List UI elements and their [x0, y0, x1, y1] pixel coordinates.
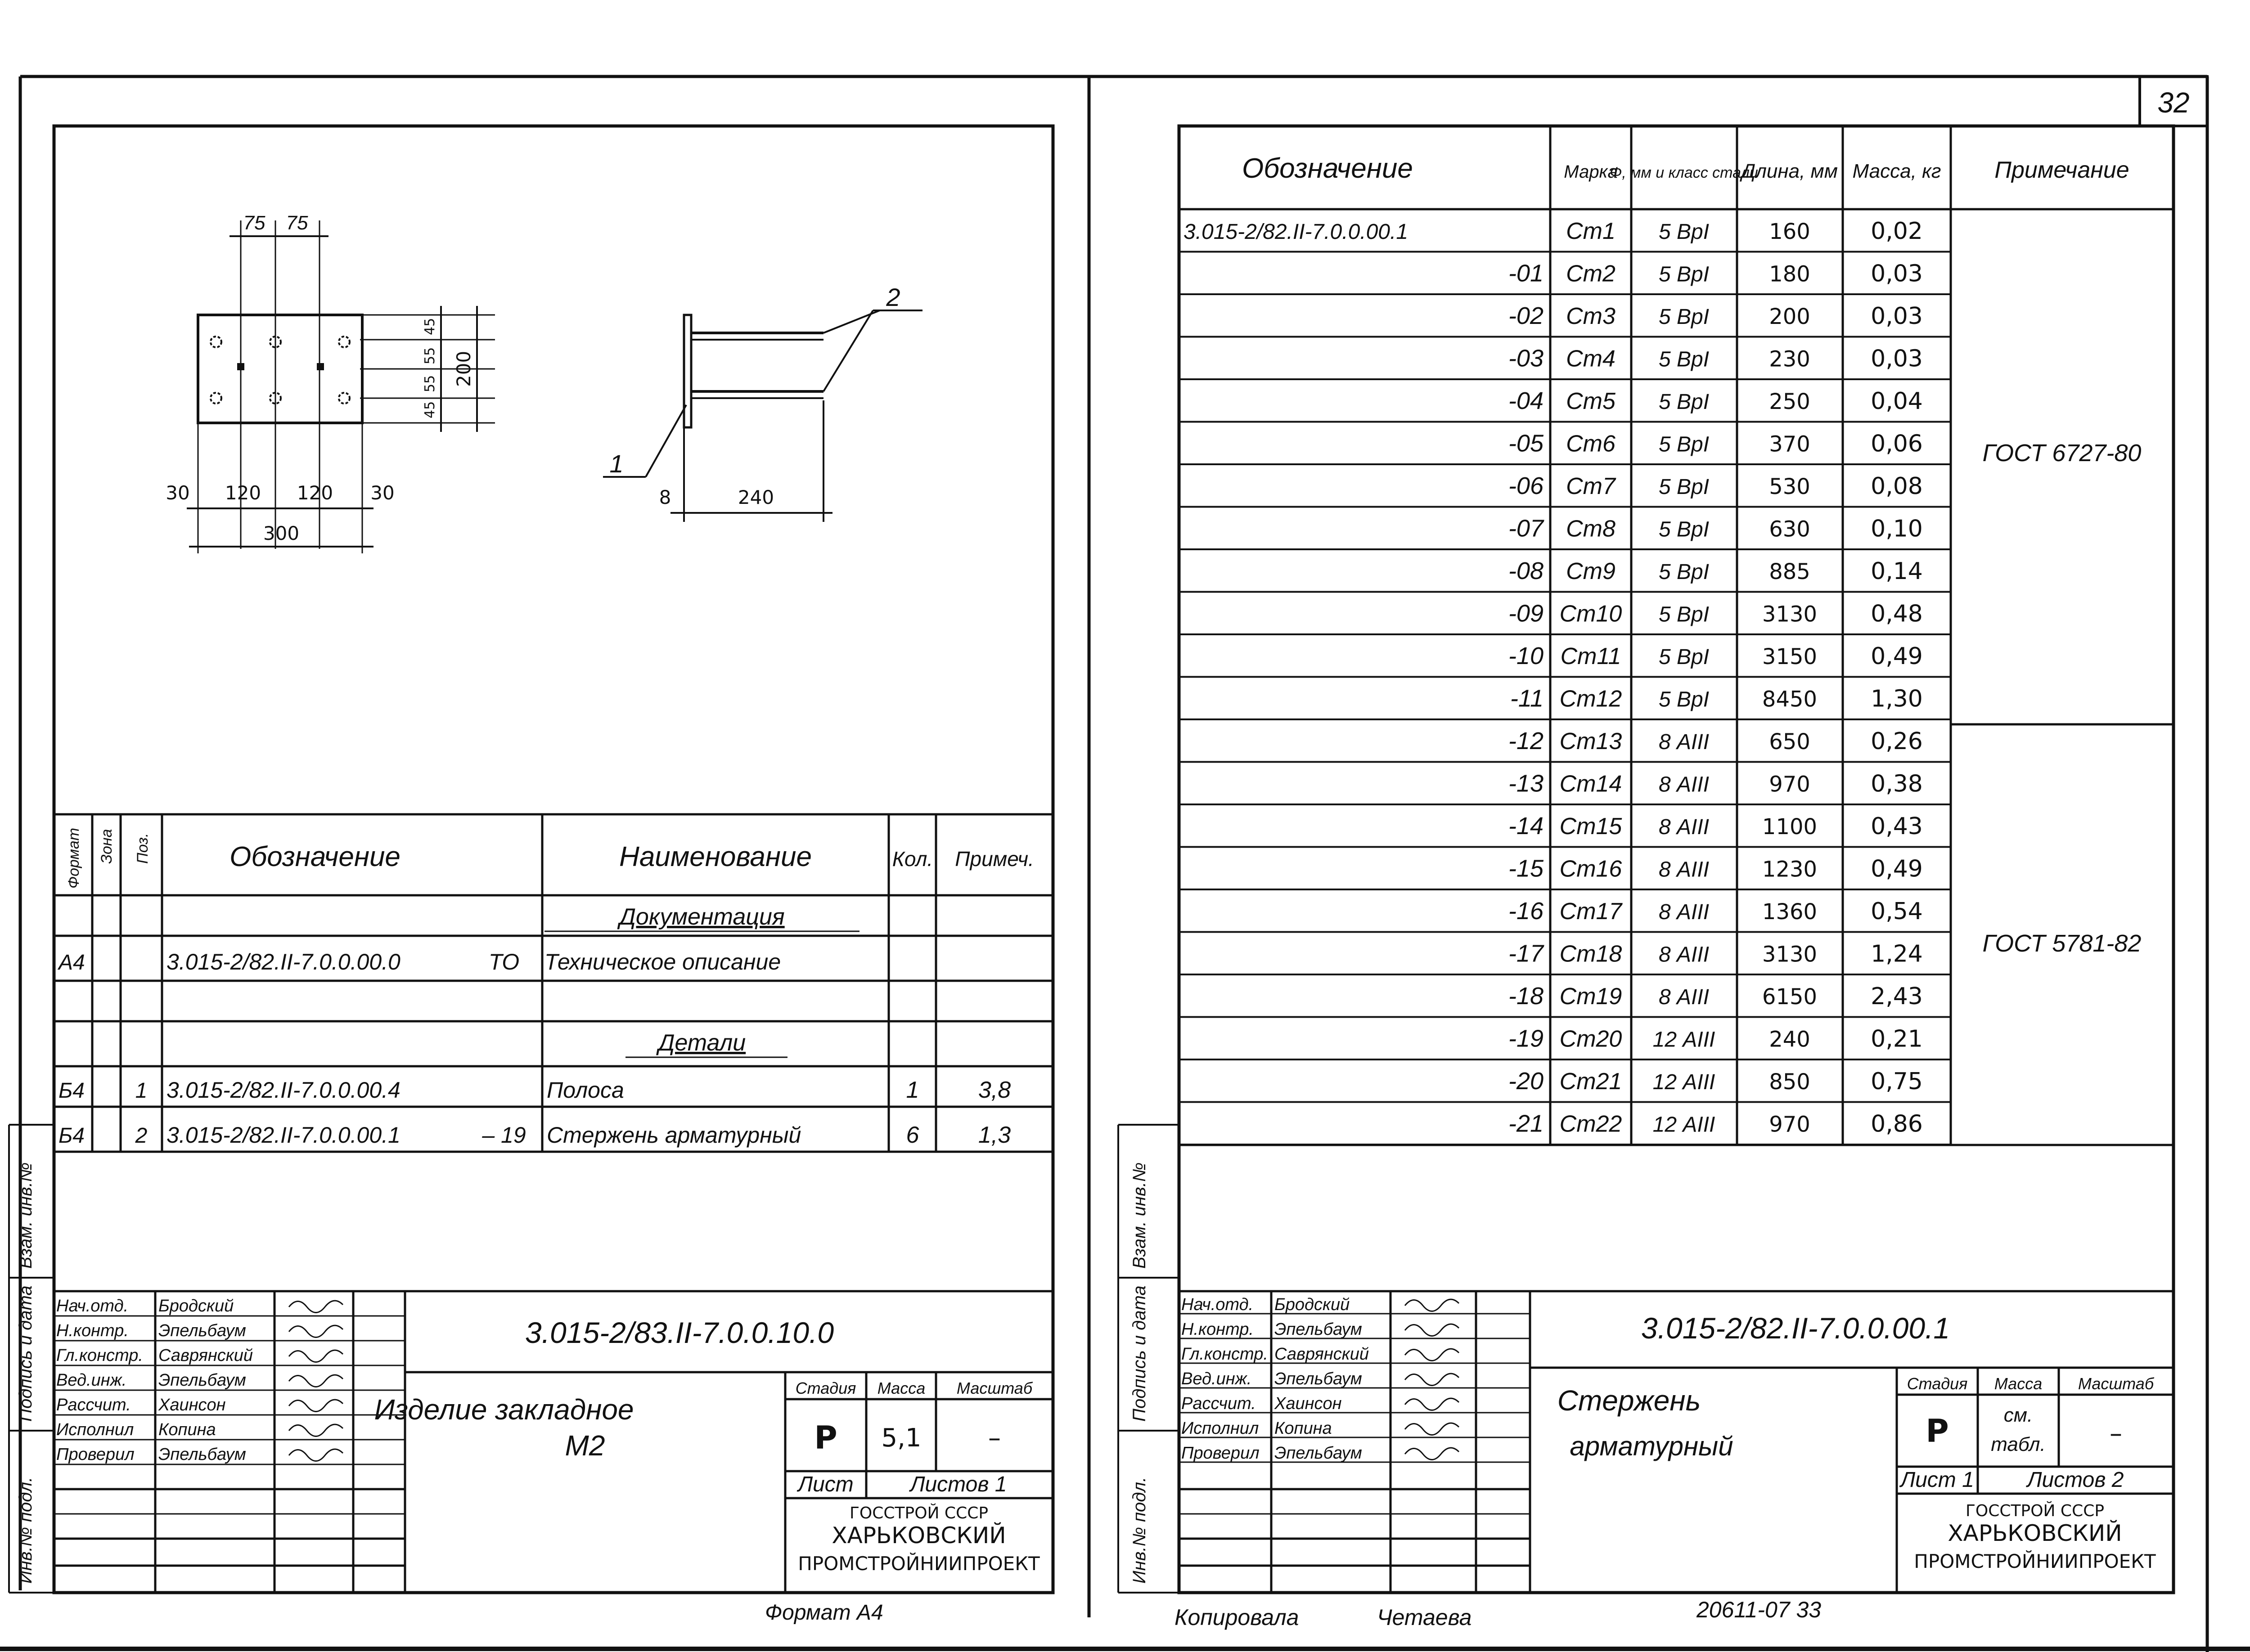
staff-name: Эпельбаум [1274, 1444, 1362, 1463]
staff-name: Бродский [158, 1297, 234, 1315]
rebar-mass: 0,08 [1871, 473, 1923, 500]
rebar-mass: 0,43 [1871, 813, 1923, 840]
dim-120-right: 120 [297, 482, 333, 504]
spec-pos: 1 [135, 1079, 148, 1103]
archive-number: 20611-07 33 [1696, 1597, 1822, 1622]
left-org-1: ГОССТРОЙ СССР [849, 1504, 989, 1522]
staff-name: Эпельбаум [158, 1445, 246, 1464]
staff-role: Нач.отд. [1181, 1295, 1254, 1314]
spec-format: Б4 [58, 1079, 85, 1103]
dim-45-top: 45 [422, 318, 438, 335]
left-mass-label: Масса [877, 1379, 926, 1397]
dim-55-upper: 55 [422, 347, 438, 364]
right-title-line1: Стержень [1557, 1384, 1701, 1417]
spec-header-note: Примеч. [955, 847, 1034, 871]
spec-row [58, 1122, 1011, 1148]
rebar-length: 160 [1769, 219, 1810, 244]
left-stage: Р [814, 1419, 837, 1456]
staff-role: Проверил [56, 1445, 135, 1464]
spec-qty: 6 [906, 1122, 919, 1148]
rebar-designation: 3.015-2/82.II-7.0.0.00.1 [1184, 220, 1408, 244]
rebar-class: 5 ВрI [1658, 432, 1710, 457]
doc-format: А4 [58, 951, 85, 974]
staff-role: Вед.инж. [1181, 1369, 1252, 1388]
rebar-mark: Ст4 [1566, 346, 1616, 372]
rebar-length: 1230 [1762, 857, 1818, 882]
section-documentation: Документация [619, 904, 785, 930]
left-designation: 3.015-2/83.II-7.0.0.10.0 [525, 1316, 834, 1349]
rebar-class: 5 ВрI [1658, 517, 1710, 542]
rebar-length: 250 [1769, 389, 1810, 414]
staff-role: Проверил [1181, 1444, 1260, 1463]
rebar-mass: 0,02 [1871, 218, 1923, 245]
left-stage-label: Стадия [795, 1379, 856, 1397]
rebar-row [1179, 345, 1951, 380]
staff-name: Эпельбаум [1274, 1320, 1362, 1339]
staff-name: Эпельбаум [1274, 1369, 1362, 1388]
rebar-length: 3130 [1762, 942, 1818, 967]
staff-role: Рассчит. [1181, 1394, 1256, 1413]
rebar-designation: -03 [1508, 345, 1544, 372]
staff-row [56, 1445, 343, 1464]
callout-1: 1 [609, 449, 624, 478]
rebar-row [1179, 855, 1951, 890]
dim-45-bottom: 45 [422, 401, 438, 418]
staff-signature [289, 1301, 343, 1312]
rebar-mass: 0,14 [1871, 558, 1923, 585]
rebar-designation: -04 [1508, 387, 1544, 414]
callout-2: 2 [886, 283, 900, 311]
rebar-mass: 0,03 [1871, 260, 1923, 287]
dim-120-left: 120 [225, 482, 261, 504]
spec-designation: 3.015-2/82.II-7.0.0.00.4 [166, 1077, 400, 1103]
rebar-mark: Ст15 [1559, 813, 1622, 839]
rebar-row [1179, 685, 1951, 720]
staff-row [1181, 1295, 1459, 1314]
spec-pos: 2 [135, 1124, 148, 1148]
rebar-designation: -16 [1508, 898, 1544, 925]
right-designation: 3.015-2/82.II-7.0.0.00.1 [1641, 1311, 1950, 1345]
staff-signature [289, 1375, 343, 1387]
left-scale: – [988, 1423, 1001, 1453]
rebar-class: 5 ВрI [1658, 602, 1710, 627]
dim-300: 300 [263, 522, 300, 544]
rebar-mark: Ст22 [1559, 1111, 1622, 1137]
rebar-mark: Ст13 [1559, 728, 1622, 754]
left-stamp-replace: Взам. инв.№ [16, 1162, 36, 1269]
rebar-row [1179, 898, 1951, 932]
left-title-line2: М2 [565, 1429, 605, 1462]
rebar-mass: 0,06 [1871, 430, 1923, 458]
rebar-designation: -13 [1508, 770, 1544, 797]
rebar-mass: 0,03 [1871, 345, 1923, 373]
staff-name: Хаинсон [1274, 1394, 1342, 1413]
rebar-mass: 2,43 [1871, 983, 1923, 1010]
staff-name: Саврянский [1274, 1345, 1369, 1364]
right-stamp-inv: Инв.№ подл. [1130, 1477, 1149, 1584]
rebar-length: 370 [1769, 431, 1810, 457]
rebar-class: 5 ВрI [1658, 560, 1710, 584]
staff-name: Саврянский [158, 1346, 253, 1365]
rebar-mass: 0,04 [1871, 388, 1923, 415]
rebar-length: 230 [1769, 346, 1810, 372]
left-mass: 5,1 [881, 1423, 922, 1453]
staff-row [1181, 1444, 1459, 1463]
format-note: Формат А4 [765, 1601, 883, 1625]
dim-75-right: 75 [286, 212, 308, 234]
rebar-table [1179, 126, 2174, 1145]
rebar-designation: -02 [1508, 302, 1544, 329]
rebar-mass: 0,75 [1871, 1068, 1923, 1095]
dim-30-right: 30 [370, 482, 395, 504]
rebar-designation: -19 [1508, 1025, 1544, 1052]
rebar-class: 5 ВрI [1658, 687, 1710, 712]
right-mass-line1: см. [2003, 1404, 2033, 1426]
staff-row [1181, 1320, 1459, 1339]
left-sheet-label: Лист [798, 1472, 854, 1496]
right-stage-label: Стадия [1907, 1374, 1968, 1393]
left-stamp-inv: Инв.№ подл. [16, 1477, 36, 1584]
rebar-length: 970 [1769, 1112, 1810, 1137]
left-title-block [54, 1291, 1053, 1593]
dim-8: 8 [659, 486, 671, 508]
rebar-mass: 0,49 [1871, 643, 1923, 670]
staff-name: Эпельбаум [158, 1371, 246, 1390]
staff-signature [289, 1325, 343, 1337]
staff-signature [289, 1400, 343, 1411]
left-scale-label: Масштаб [956, 1379, 1033, 1397]
rebar-row [1179, 1068, 1951, 1102]
rebar-class: 5 ВрI [1658, 645, 1710, 669]
rebar-row [1179, 983, 1951, 1017]
staff-row [1181, 1419, 1459, 1438]
staff-row [56, 1346, 343, 1365]
doc-designation: 3.015-2/82.II-7.0.0.00.0 [166, 949, 400, 974]
strip-section [684, 315, 691, 427]
rebar-designation: -17 [1508, 940, 1544, 967]
right-mass-label: Масса [1994, 1374, 2043, 1393]
rebar-mark: Ст2 [1566, 260, 1616, 287]
spec-designation: 3.015-2/82.II-7.0.0.00.1 [166, 1122, 400, 1148]
spec-note: 3,8 [978, 1077, 1011, 1103]
staff-role: Рассчит. [56, 1396, 131, 1414]
spec-qty: 1 [906, 1077, 919, 1103]
rebar-row [1179, 1110, 1951, 1145]
left-org-2: ХАРЬКОВСКИЙ [832, 1522, 1006, 1549]
spec-row [58, 1077, 1011, 1103]
rebar-row [1179, 302, 1951, 337]
rebar-mass: 1,30 [1871, 685, 1923, 713]
plate-outline [198, 315, 362, 423]
staff-name: Копина [158, 1420, 216, 1439]
rebar-mark: Ст16 [1559, 856, 1622, 882]
staff-name: Хаинсон [158, 1396, 226, 1414]
staff-signature [289, 1350, 343, 1362]
left-sheet [9, 126, 1053, 1625]
rebar-mark: Ст6 [1566, 431, 1616, 457]
staff-signature [289, 1424, 343, 1436]
staff-role: Нач.отд. [56, 1297, 129, 1315]
staff-row [56, 1371, 343, 1390]
dim-30-left: 30 [166, 482, 190, 504]
rebar-length: 3130 [1762, 602, 1818, 627]
note-gost-6727: ГОСТ 6727-80 [1982, 440, 2142, 467]
rebar-designation: -07 [1508, 515, 1544, 542]
staff-role: Н.контр. [56, 1321, 129, 1340]
right-stamp-sign: Подпись и дата [1130, 1285, 1149, 1422]
spec-header-name: Наименование [619, 841, 812, 872]
rebar-mass: 0,26 [1871, 728, 1923, 755]
right-org-2: ХАРЬКОВСКИЙ [1948, 1520, 2122, 1546]
right-stage: Р [1926, 1413, 1949, 1450]
rebar-designation: -15 [1508, 855, 1544, 882]
spec-table [54, 814, 1053, 1152]
spec-header-qty: Кол. [892, 847, 933, 871]
rebar-class: 12 АIII [1652, 1070, 1715, 1094]
rebar-row [1179, 387, 1951, 422]
rebar-designation: -21 [1508, 1110, 1544, 1137]
rebar-class: 12 АIII [1652, 1028, 1715, 1052]
spec-format: Б4 [58, 1124, 85, 1148]
rebar-row [1179, 600, 1951, 635]
table-header-note: Примечание [1994, 157, 2129, 183]
staff-role: Вед.инж. [56, 1371, 127, 1390]
right-stamp-replace: Взам. инв.№ [1130, 1162, 1149, 1269]
spec-header-zone: Зона [98, 829, 115, 864]
dim-200: 200 [453, 350, 475, 387]
staff-name: Эпельбаум [158, 1321, 246, 1340]
staff-name: Бродский [1274, 1295, 1350, 1314]
rebar-rows [1179, 218, 1951, 1145]
rebar-mark: Ст20 [1559, 1026, 1622, 1052]
staff-signature [1405, 1324, 1459, 1336]
page-number-box [2140, 76, 2207, 126]
staff-signature [1405, 1423, 1459, 1435]
rebar-class: 5 ВрI [1658, 475, 1710, 499]
spec-header-format: Формат [65, 827, 82, 889]
dim-240: 240 [738, 486, 774, 508]
rebar-length: 630 [1769, 516, 1810, 542]
right-sheets-count: Листов 2 [2027, 1468, 2124, 1492]
spec-suffix: – 19 [482, 1122, 526, 1148]
staff-role: Гл.констр. [56, 1346, 143, 1365]
rebar-designation: -05 [1508, 430, 1544, 457]
spec-header-designation: Обозначение [230, 841, 400, 872]
rebar-mark: Ст1 [1566, 218, 1616, 244]
rebar-length: 970 [1769, 772, 1810, 797]
rebar-class: 8 АIII [1658, 730, 1710, 754]
staff-row [56, 1420, 343, 1439]
rebar-designation: -20 [1508, 1068, 1544, 1095]
staff-signature [1405, 1448, 1459, 1459]
table-header-length: Длина, мм [1742, 160, 1838, 182]
rebar-length: 3150 [1762, 644, 1818, 669]
rebar-class: 5 ВрI [1658, 347, 1710, 372]
rebar-length: 1100 [1762, 814, 1818, 839]
dim-55-lower: 55 [422, 375, 438, 392]
rebar-length: 530 [1769, 474, 1810, 499]
rebar-mass: 0,49 [1871, 855, 1923, 883]
staff-row [56, 1396, 343, 1414]
rebar-class: 12 АIII [1652, 1113, 1715, 1137]
rebar-length: 850 [1769, 1069, 1810, 1095]
section-parts: Детали [658, 1030, 746, 1056]
rebar-mark: Ст8 [1566, 516, 1616, 542]
left-stamp-sign: Подпись и дата [16, 1285, 36, 1422]
rebar-row [1179, 218, 1951, 252]
rebar-mass: 0,10 [1871, 515, 1923, 543]
spec-header-pos: Поз. [134, 833, 151, 864]
rebar-row [1179, 642, 1951, 677]
rebar-mark: Ст9 [1566, 558, 1616, 584]
rebar-mark: Ст14 [1559, 771, 1622, 797]
rebar-mark: Ст10 [1559, 601, 1622, 627]
table-header-mark: Марка [1564, 162, 1618, 182]
rebar-row [1179, 727, 1951, 762]
rebar-length: 180 [1769, 261, 1810, 287]
rebar-row [1179, 1025, 1951, 1060]
right-sheet-label: Лист 1 [1900, 1468, 1974, 1492]
rebar-class: 8 АIII [1658, 772, 1710, 797]
rebar-length: 200 [1769, 304, 1810, 329]
rebar-class: 8 АIII [1658, 985, 1710, 1009]
rebar-row [1179, 472, 1951, 507]
rebar-class: 8 АIII [1658, 900, 1710, 924]
right-mass-line2: табл. [1991, 1433, 2046, 1455]
rebar-mark: Ст17 [1559, 898, 1622, 925]
rebar-class: 8 АIII [1658, 943, 1710, 967]
rebar-length: 6150 [1762, 984, 1818, 1010]
rebar-designation: -10 [1508, 642, 1544, 669]
rebar-designation: -11 [1510, 685, 1544, 712]
note-gost-5781: ГОСТ 5781-82 [1982, 930, 2142, 957]
rebar-designation: -14 [1508, 813, 1544, 839]
right-title-line2: арматурный [1570, 1431, 1733, 1461]
rebar-row [1179, 813, 1951, 847]
left-staff-list [56, 1297, 343, 1464]
rebar-class: 8 АIII [1658, 815, 1710, 839]
staff-role: Н.контр. [1181, 1320, 1254, 1339]
staff-signature [1405, 1398, 1459, 1410]
dim-75-left: 75 [243, 212, 266, 234]
staff-role: Исполнил [56, 1420, 134, 1439]
spec-rows [58, 1077, 1011, 1148]
left-sheets-count: Листов 1 [910, 1472, 1007, 1496]
rebar-mark: Ст11 [1560, 643, 1621, 669]
staff-row [56, 1321, 343, 1340]
rebar-mass: 1,24 [1871, 940, 1923, 968]
right-org-3: ПРОМСТРОЙНИИПРОЕКТ [1914, 1550, 2156, 1572]
rebar-row [1179, 260, 1951, 295]
copied-name: Четаева [1377, 1605, 1472, 1630]
page-number: 32 [2157, 86, 2190, 119]
rebar-mass: 0,54 [1871, 898, 1923, 925]
rebar-mass: 0,48 [1871, 600, 1923, 628]
rebar-designation: -12 [1508, 727, 1544, 754]
staff-row [1181, 1369, 1459, 1388]
rebar-designation: -09 [1508, 600, 1544, 627]
right-scale-label: Масштаб [2078, 1374, 2154, 1393]
rebar-mark: Ст5 [1566, 388, 1616, 414]
staff-row [56, 1297, 343, 1315]
table-header-mass: Масса, кг [1852, 160, 1941, 182]
rebar-class: 5 ВрI [1658, 262, 1710, 287]
staff-signature [1405, 1374, 1459, 1385]
rebar-mark: Ст21 [1559, 1068, 1622, 1095]
table-header-dia: Ф, мм и класс стали [1610, 164, 1758, 181]
rebar-class: 5 ВрI [1658, 305, 1710, 329]
rebar-designation: -01 [1508, 260, 1544, 287]
rebar-mark: Ст12 [1559, 686, 1622, 712]
staff-signature [289, 1449, 343, 1461]
rebar-mark: Ст18 [1559, 941, 1622, 967]
rebar-designation: -06 [1508, 472, 1544, 499]
table-header-designation: Обозначение [1242, 153, 1413, 184]
rebar-mass: 0,86 [1871, 1110, 1923, 1138]
staff-name: Копина [1274, 1419, 1332, 1438]
rebar-length: 8450 [1762, 687, 1818, 712]
left-org-3: ПРОМСТРОЙНИИПРОЕКТ [798, 1553, 1040, 1575]
spec-name: Полоса [547, 1077, 624, 1103]
staff-row [1181, 1345, 1459, 1364]
doc-suffix: ТО [488, 949, 520, 974]
rebar-row [1179, 515, 1951, 550]
staff-role: Гл.констр. [1181, 1345, 1268, 1364]
doc-name: Техническое описание [544, 949, 781, 974]
staff-signature [1405, 1349, 1459, 1360]
staff-signature [1405, 1299, 1459, 1311]
rebar-mass: 0,21 [1871, 1025, 1923, 1053]
rebar-mark: Ст7 [1566, 473, 1616, 499]
rebar-row [1179, 430, 1951, 465]
rebar-designation: -08 [1508, 557, 1544, 584]
copied-label: Копировала [1174, 1605, 1299, 1630]
rebar-row [1179, 770, 1951, 805]
rebar-mass: 0,03 [1871, 303, 1923, 330]
rebar-mass: 0,38 [1871, 770, 1923, 798]
rebar-class: 5 ВрI [1658, 390, 1710, 414]
right-title-block [1179, 1291, 2174, 1593]
rebar-mark: Ст19 [1559, 983, 1622, 1010]
right-org-1: ГОССТРОЙ СССР [1965, 1502, 2105, 1520]
left-title-line1: Изделие закладное [374, 1393, 634, 1426]
rebar-length: 650 [1769, 729, 1810, 754]
rebar-length: 1360 [1762, 899, 1818, 925]
plate-plan-view [166, 212, 495, 553]
rebar-mark: Ст3 [1566, 303, 1616, 329]
rebar-row [1179, 940, 1951, 975]
stud-marks [211, 337, 350, 404]
spec-name: Стержень арматурный [547, 1122, 801, 1148]
rebar-row [1179, 557, 1951, 592]
rebar-class: 5 ВрI [1658, 220, 1710, 244]
side-view [603, 283, 922, 522]
rebar-length: 885 [1769, 559, 1810, 584]
staff-row [1181, 1394, 1459, 1413]
right-scale: – [2110, 1419, 2122, 1448]
right-sheet [1118, 126, 2174, 1630]
rebar-designation: -18 [1508, 983, 1544, 1010]
staff-role: Исполнил [1181, 1419, 1259, 1438]
rebar-class: 8 АIII [1658, 857, 1710, 882]
spec-note: 1,3 [978, 1122, 1011, 1148]
rebar-length: 240 [1769, 1027, 1810, 1052]
